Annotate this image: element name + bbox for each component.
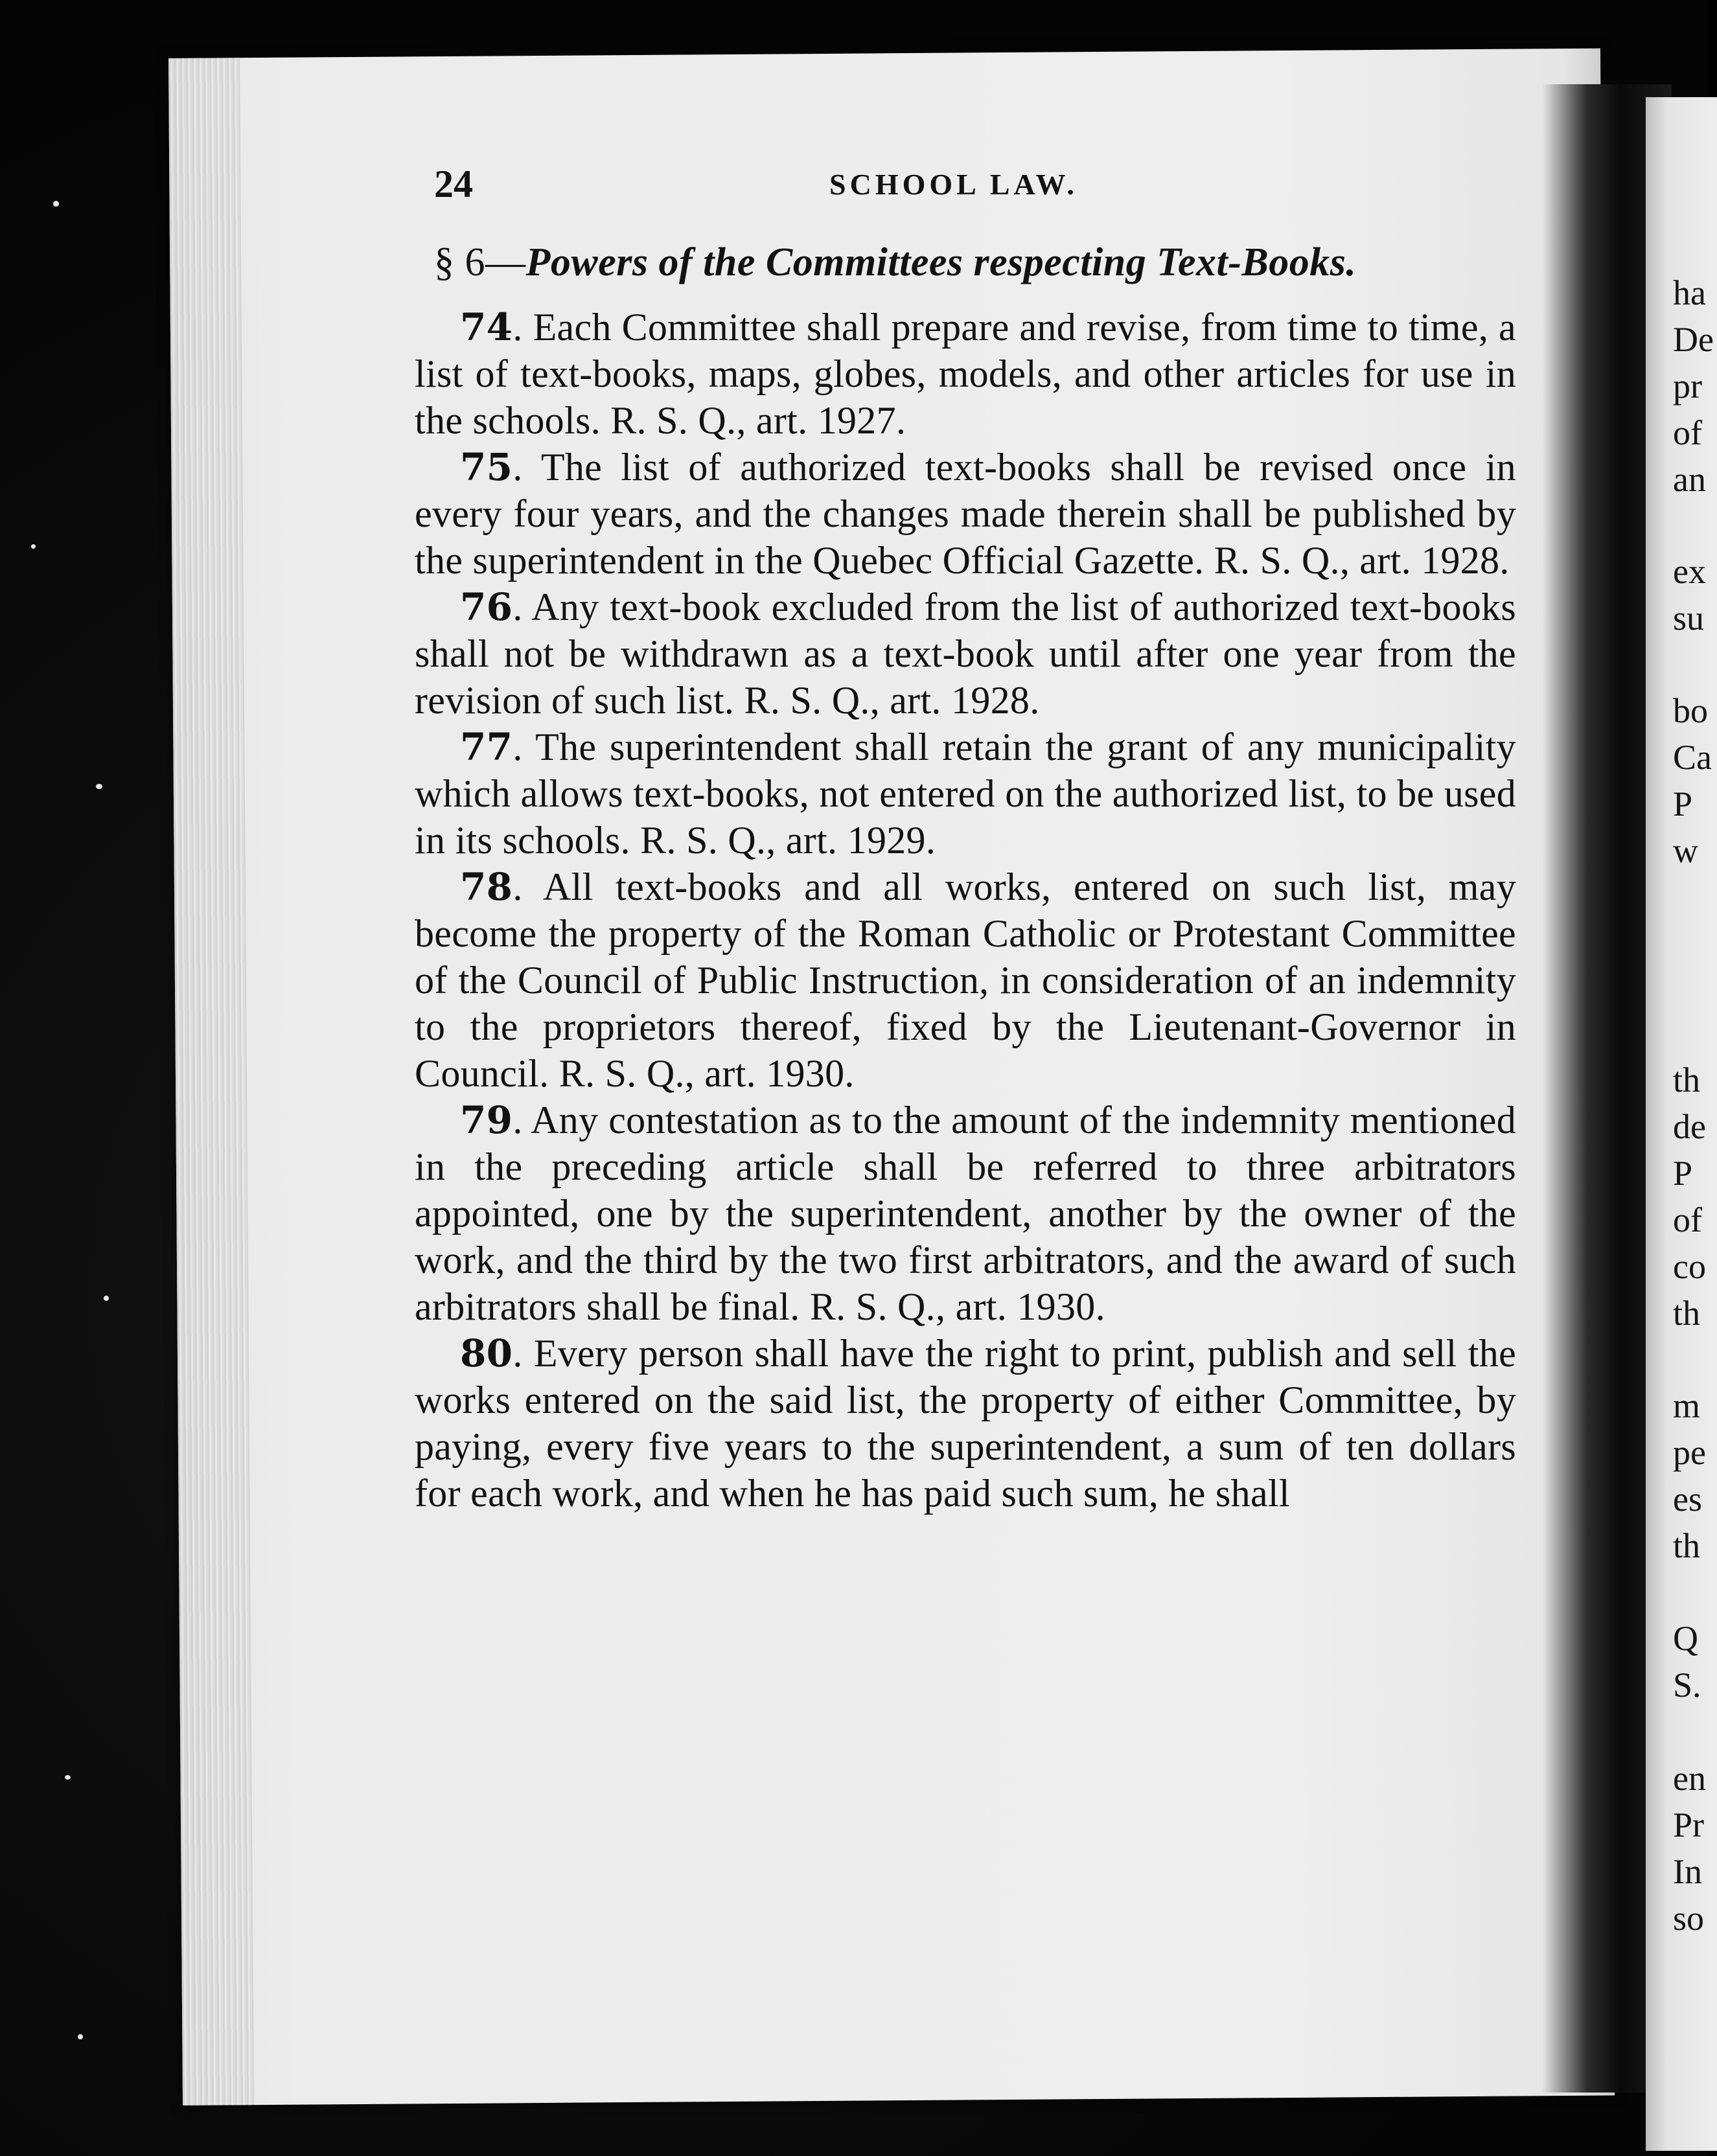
dust-speck xyxy=(31,544,36,549)
facing-fragment: th xyxy=(1673,1526,1701,1565)
article-text: All text-books and all works, entered on such list, may become the property of the Roman Catholic or Protestant Committee of the Council of Public Instruction, in consideration of an indemnity to the proprietors thereof, fixed by the Lieutenant-Governor in Council. R. S. Q., art. 1930. xyxy=(415,866,1516,1095)
facing-fragment: In xyxy=(1673,1852,1702,1891)
article-80: 80. Every person shall have the right to print, publish and sell the works entered on the said list, the property of either Committee, by paying, every five years to the superintendent, a sum of ten dollars for each work, and when he has paid such sum, he shall xyxy=(415,1331,1516,1515)
article-76: 76. Any text-book excluded from the list of authorized text-books shall not be withdrawn as a text-book until after one year from the revision of such list. R. S. Q., art. 1928. xyxy=(415,585,1516,722)
facing-fragment: Pr xyxy=(1673,1806,1705,1844)
article-text: The superintendent shall retain the grant of any municipality which allows text-books, not entered on the authorized list, to be used in its schools. R. S. Q., art. 1929. xyxy=(415,726,1516,862)
facing-fragment: De xyxy=(1673,320,1714,359)
article-text: Any contestation as to the amount of the indemnity mentioned in the preceding article shall be referred to three arbitrators appointed, one by the superintendent, another by the owner of the work, and the third by the two first arbitrators, and the award of such arbitrators shall be final. R. S. Q., art. 1930. xyxy=(415,1099,1516,1328)
facing-fragment: m xyxy=(1673,1386,1701,1425)
dust-speck xyxy=(78,2034,83,2039)
facing-fragment: Ca xyxy=(1673,738,1712,777)
dust-speck xyxy=(104,1296,109,1301)
article-79: 79. Any contestation as to the amount of the indemnity mentioned in the preceding article shall be referred to three arbitrators appointed, one by the superintendent, another by the owner of the work, and the third by the two first arbitrators, and the award of such arbitrators shall be final. R. S. Q., art. 1930. xyxy=(415,1098,1516,1328)
page-edge-stack xyxy=(168,58,254,2105)
facing-fragment: P xyxy=(1673,1154,1693,1193)
article-74: 74. Each Committee shall prepare and revise, from time to time, a list of text-books, maps, globes, models, and other articles for use in the schools. R. S. Q., art. 1927. xyxy=(415,305,1516,442)
article-number: 75 xyxy=(460,445,513,489)
section-title: Powers of the Committees respecting Text-Books. xyxy=(525,240,1357,284)
facing-fragment: S. xyxy=(1673,1666,1701,1704)
section-number: § 6— xyxy=(434,240,526,284)
running-head: SCHOOL LAW. xyxy=(829,168,1078,201)
facing-fragment: es xyxy=(1673,1480,1702,1519)
facing-fragment: ha xyxy=(1673,273,1706,312)
dust-speck xyxy=(96,784,102,789)
facing-fragment: of xyxy=(1673,1200,1702,1239)
facing-fragment: Q xyxy=(1673,1619,1698,1658)
article-text: Any text-book excluded from the list of authorized text-books shall not be withdrawn as a text-book until after one year from the revision of such list. R. S. Q., art. 1928. xyxy=(415,586,1516,722)
facing-fragment: an xyxy=(1673,460,1706,499)
facing-fragment: so xyxy=(1673,1899,1705,1938)
dust-speck xyxy=(65,1775,71,1780)
article-number: 74 xyxy=(460,305,513,349)
article-number: 78 xyxy=(460,865,513,909)
facing-fragment: pr xyxy=(1673,367,1702,406)
page-header xyxy=(415,162,1516,214)
section-heading xyxy=(415,240,1516,286)
article-number: 76 xyxy=(460,585,513,629)
facing-fragment: of xyxy=(1673,413,1702,452)
article-number: 80 xyxy=(460,1331,513,1375)
facing-fragment: w xyxy=(1673,831,1698,870)
facing-fragment: pe xyxy=(1673,1433,1706,1472)
article-number: 77 xyxy=(460,725,513,769)
page-number: 24 xyxy=(434,163,473,205)
facing-fragment: ex xyxy=(1673,552,1706,591)
facing-fragment: bo xyxy=(1673,691,1708,730)
article-text: Each Committee shall prepare and revise, from time to time, a list of text-books, maps, globes, models, and other articles for use in the schools. R. S. Q., art. 1927. xyxy=(415,306,1516,442)
article-78: 78. All text-books and all works, entered on such list, may become the property of the Roman Catholic or Protestant Committee of the Council of Public Instruction, in consideration of an indemnity to the proprietors thereof, fixed by the Lieutenant-Governor in Council. R. S. Q., art. 1930. xyxy=(415,865,1516,1095)
dust-speck xyxy=(53,201,59,207)
article-77: 77. The superintendent shall retain the grant of any municipality which allows text-books, not entered on the authorized list, to be used in its schools. R. S. Q., art. 1929. xyxy=(415,725,1516,862)
page-content xyxy=(415,162,1516,1517)
facing-fragment: P xyxy=(1673,785,1693,823)
article-text: The list of authorized text-books shall be revised once in every four years, and the changes made therein shall be published by the superintendent in the Quebec Official Gazette. R. S. Q., art. 1928. xyxy=(415,446,1516,582)
article-text: Every person shall have the right to print, publish and sell the works entered on the said list, the property of either Committee, by paying, every five years to the superintendent, a sum of ten dollars for each work, and when he has paid such sum, he shall xyxy=(415,1332,1516,1515)
facing-fragment: en xyxy=(1673,1759,1706,1798)
facing-fragment: th xyxy=(1673,1061,1701,1099)
article-number: 79 xyxy=(460,1098,513,1142)
facing-fragment: su xyxy=(1673,599,1705,637)
facing-fragment: de xyxy=(1673,1107,1706,1146)
article-75: 75. The list of authorized text-books shall be revised once in every four years, and the changes made therein shall be published by the superintendent in the Quebec Official Gazette. R. S. Q., art. 1928. xyxy=(415,445,1516,582)
facing-fragment: th xyxy=(1673,1294,1701,1333)
facing-fragment: co xyxy=(1673,1247,1706,1286)
